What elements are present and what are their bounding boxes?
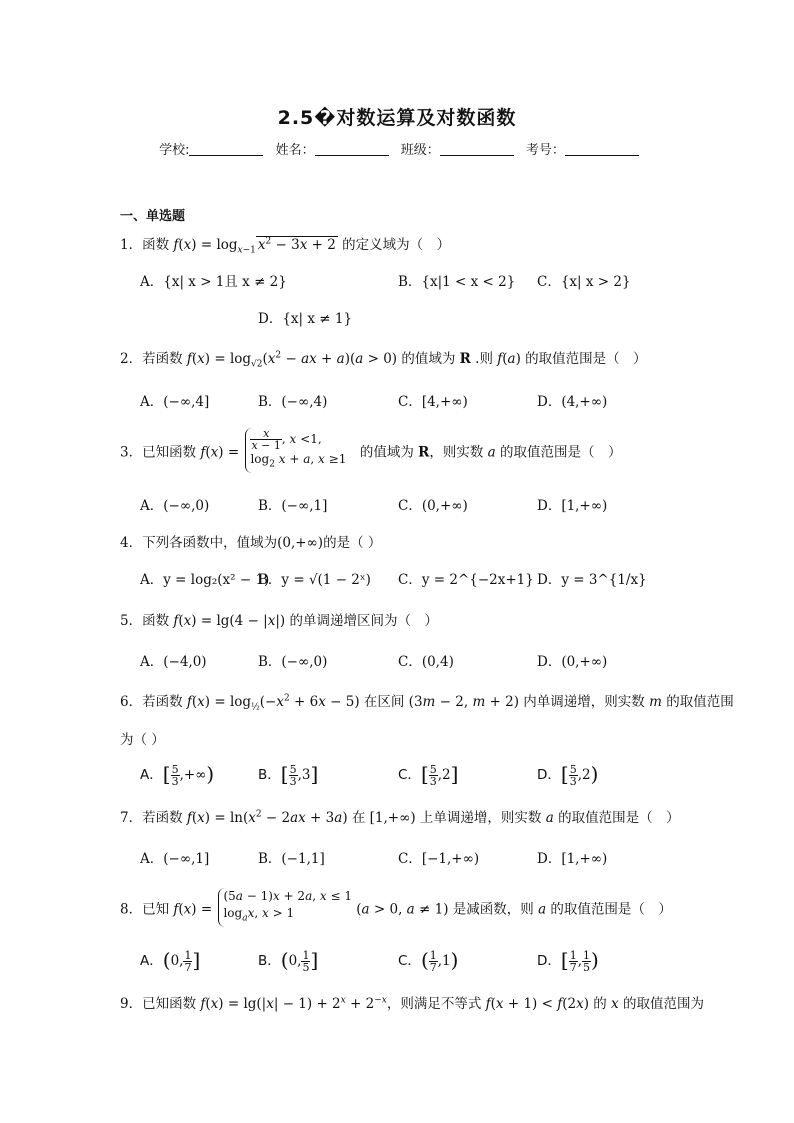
q5-option-d[interactable]: D．(0,+∞) (537, 654, 608, 670)
q6-option-a[interactable]: A．[ $\frac{5}{3}$ ,+∞) (140, 762, 215, 788)
q8-option-c[interactable]: C．( $\frac{1}{7}$ ,1) (398, 948, 459, 974)
q4-option-c[interactable]: C．y = 2^{−2x+1} (398, 572, 534, 588)
question-6-continued: 为（ ） (120, 732, 165, 748)
school-label: 学校: (159, 143, 190, 158)
q3-option-d[interactable]: D．[1,+∞) (537, 498, 608, 514)
q2-option-b[interactable]: B．(−∞,4) (258, 394, 328, 410)
exam-number-blank[interactable] (565, 143, 639, 156)
question-5: 5．函数 f(x) = lg(4 − |x|) 的单调递增区间为（ ） (120, 613, 438, 629)
question-7: 7．若函数 $f(x) = \ln(x^2 - 2ax + 3a)$ 在 [1,+∞) 上单调递增，则实数 a 的取值范围是（ ） (120, 809, 680, 826)
question-number: 7． (120, 810, 143, 826)
q7-option-d[interactable]: D．[1,+∞) (537, 851, 608, 867)
question-number: 4． (120, 535, 143, 551)
exam-number-label: 考号： (525, 143, 565, 158)
question-number: 6． (120, 694, 143, 710)
q1-option-b[interactable]: B．{x|1 < x < 2} (398, 274, 516, 290)
q6-option-c[interactable]: C．[ $\frac{5}{3}$ ,2] (398, 762, 459, 788)
question-3: 3．已知函数 f(x) = $\frac{x}{x - 1}$ , x <1, $\log_2 x + a$, x ≥1 的值域为 R，则实数 a 的取值范围是（ ） (120, 428, 622, 473)
q5-option-a[interactable]: A．(−4,0) (140, 654, 207, 670)
q5-option-c[interactable]: C．(0,4) (398, 654, 454, 670)
piecewise-brace: (5a − 1)x + 2a, x ≤ 1 $\log_ax$, x > 1 (218, 888, 352, 927)
question-number: 1． (120, 237, 143, 253)
question-9: 9．已知函数 $f(x) = \lg(|x| - 1) + 2^x + 2^{-x}$，则满足不等式 f(x + 1) < f(2x) 的 x 的取值范围为 (120, 995, 704, 1012)
question-number: 9． (120, 996, 143, 1012)
q2-option-c[interactable]: C．[4,+∞) (398, 394, 468, 410)
q4-option-a[interactable]: A．y = log₂(x² − 1) (140, 572, 270, 588)
q3-option-b[interactable]: B．(−∞,1] (258, 498, 328, 514)
question-stem: 下列各函数中，值域为(0,+∞)的是（ ） (142, 535, 382, 551)
question-8: 8．已知 f(x) = (5a − 1)x + 2a, x ≤ 1 $\log_ax$, x > 1 (a > 0, a ≠ 1) 是减函数，则 a 的取值范围是（ ） (120, 888, 672, 927)
question-number: 3． (120, 444, 143, 461)
q1-option-d[interactable]: D．{x| x ≠ 1} (258, 311, 353, 327)
question-4 (120, 531, 381, 551)
q8-option-d[interactable]: D．[ $\frac{1}{7}$ , $\frac{1}{5}$ ) (537, 948, 599, 974)
student-info-line (0, 139, 794, 158)
q2-option-a[interactable]: A．(−∞,4] (140, 394, 210, 410)
q8-option-a[interactable]: A．(0, $\frac{1}{7}$ ] (140, 948, 201, 974)
q6-option-d[interactable]: D．[ $\frac{5}{3}$ ,2) (537, 762, 599, 788)
question-6: 6．若函数 $f(x) = \log_{\frac{1}{2}}(-x^2 + 6x - 5)$ 在区间 (3m − 2, m + 2) 内单调递增，则实数 m 的取值范围 (120, 693, 734, 713)
name-label: 姓名： (275, 143, 315, 158)
school-blank[interactable] (189, 143, 263, 156)
question-number: 8． (120, 901, 143, 918)
section-title: 一、单选题 (120, 209, 186, 224)
q1-option-a[interactable]: A．{x| x > 1且 x ≠ 2} (140, 274, 287, 290)
question-1: 1．函数 $f(x) = \log_{x-1} x^2 - 3x + 2$ 的定义域为（ ） (120, 236, 451, 256)
q7-option-b[interactable]: B．(−1,1] (258, 851, 325, 867)
q7-option-c[interactable]: C．[−1,+∞) (398, 851, 480, 867)
q1-option-c[interactable]: C．{x| x > 2} (537, 274, 631, 290)
question-2: 2．若函数 $f(x) = \log_{√2}(x^2$ − ax + a)(a > 0) 的值域为 R .则 f(a) 的取值范围是（ ） (120, 350, 647, 370)
q2-option-d[interactable]: D．(4,+∞) (537, 394, 608, 410)
q4-option-d[interactable]: D．y = 3^{1/x} (537, 572, 647, 588)
q5-option-b[interactable]: B．(−∞,0) (258, 654, 328, 670)
class-blank[interactable] (440, 143, 514, 156)
piecewise-brace: $\frac{x}{x - 1}$ , x <1, $\log_2 x + a$, x ≥1 (245, 428, 346, 473)
q3-option-c[interactable]: C．(0,+∞) (398, 498, 468, 514)
question-number: 2． (120, 351, 143, 367)
page-title: 2.5�对数运算及对数函数 (277, 107, 517, 129)
name-blank[interactable] (315, 143, 389, 156)
class-label: 班级： (400, 143, 440, 158)
question-number: 5． (120, 613, 143, 629)
q8-option-b[interactable]: B．(0, $\frac{1}{5}$ ] (258, 948, 319, 974)
q7-option-a[interactable]: A．(−∞,1] (140, 851, 210, 867)
q6-option-b[interactable]: B．[ $\frac{5}{3}$ ,3] (258, 762, 319, 788)
q4-option-b[interactable]: B．y = √(1 − 2ˣ) (258, 572, 371, 588)
q3-option-a[interactable]: A．(−∞,0) (140, 498, 210, 514)
